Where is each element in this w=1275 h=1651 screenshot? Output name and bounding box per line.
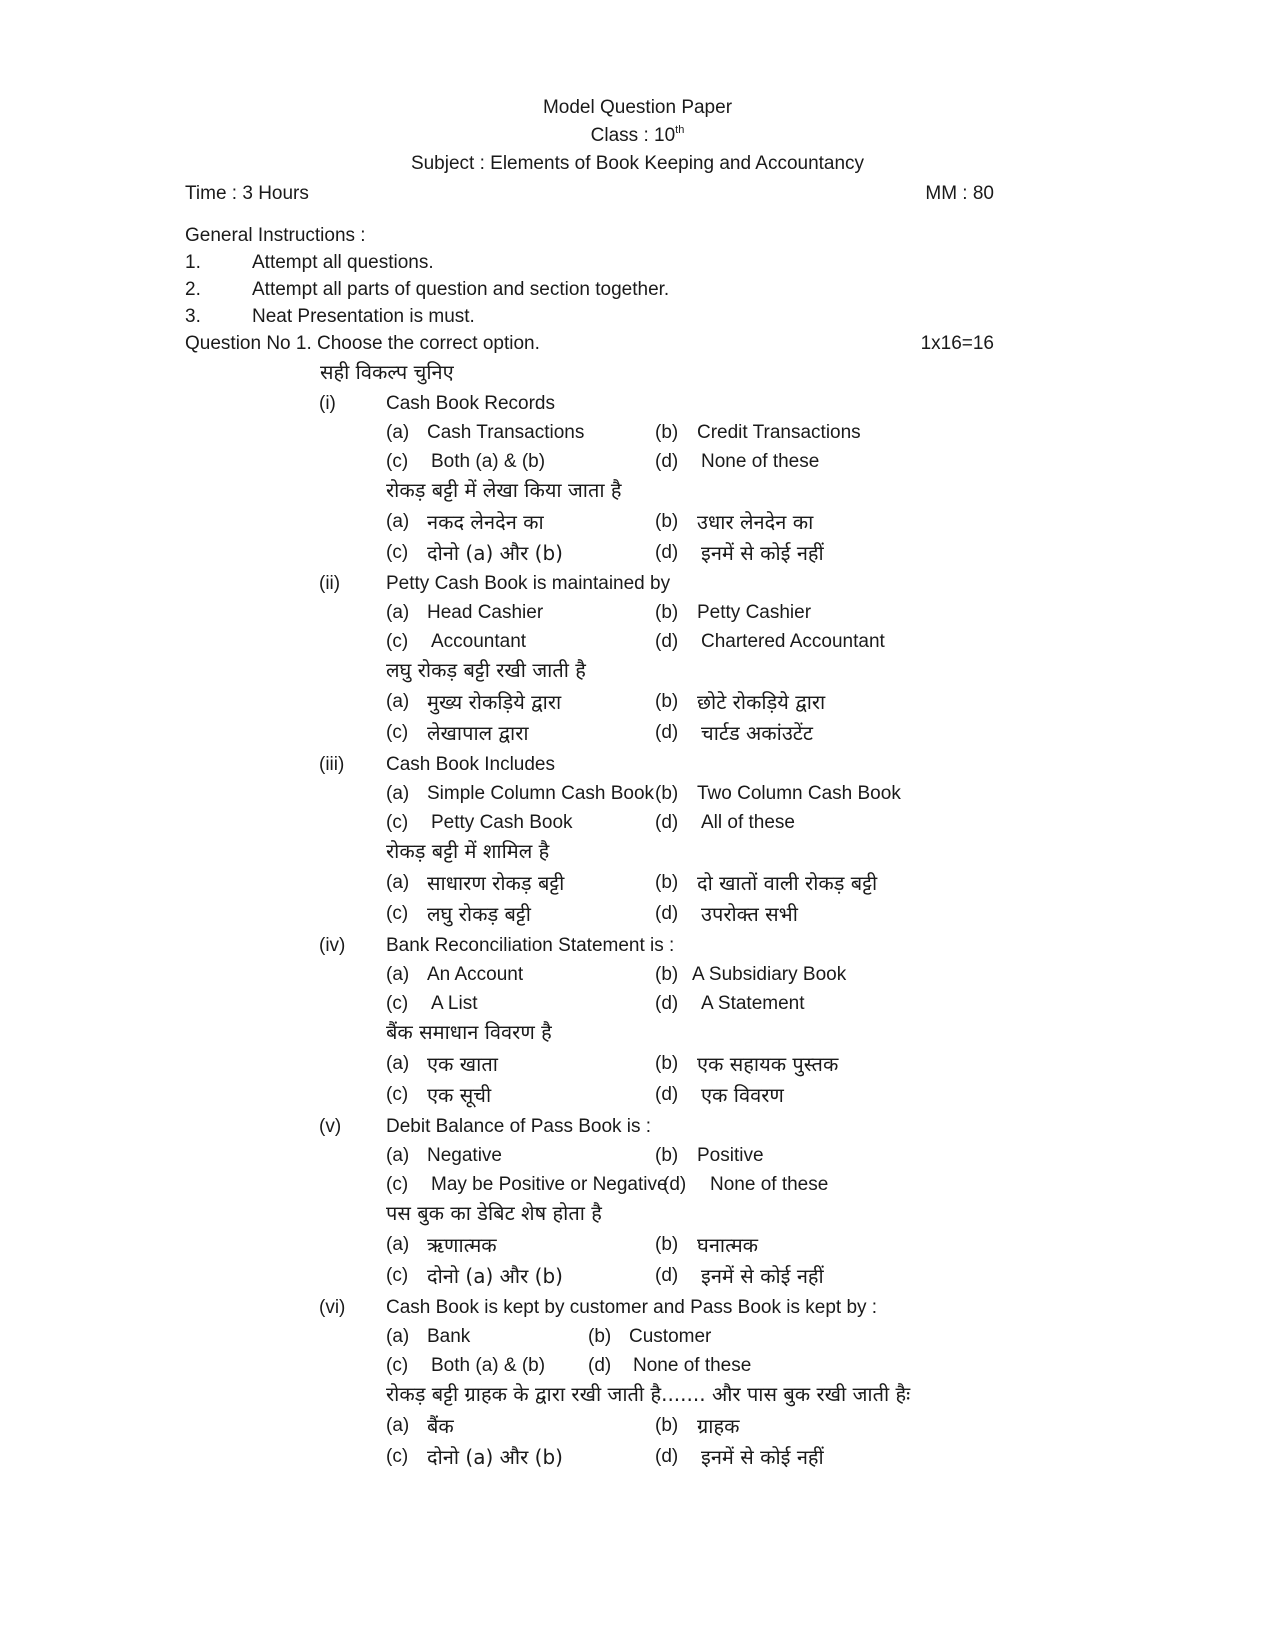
option-key-hindi: (b) [655, 872, 679, 893]
item-question-hindi: लघु रोकड़ बट्टी रखी जाती है [386, 658, 586, 682]
option-text-hindi: दोनो (a) और (b) [427, 541, 563, 565]
option-key-hindi: (d) [655, 542, 679, 563]
option-key: (a) [386, 1326, 410, 1347]
item-question: Cash Book is kept by customer and Pass Book is kept by : [386, 1297, 878, 1318]
option-key-hindi: (a) [386, 872, 410, 893]
item-number: (vi) [319, 1297, 346, 1318]
option-text-hindi: छोटे रोकड़िये द्वारा [697, 690, 826, 714]
option-key: (b) [655, 783, 679, 804]
option-key: (a) [386, 422, 410, 443]
option-text-hindi: चार्टड अकांउटेंट [701, 721, 813, 745]
option-text-hindi: उधार लेनदेन का [697, 510, 814, 534]
option-text: Chartered Accountant [701, 631, 885, 652]
option-text: Head Cashier [427, 602, 544, 623]
class-suffix: th [675, 124, 685, 136]
option-key-hindi: (b) [655, 691, 679, 712]
option-text: May be Positive or Negative [431, 1174, 668, 1195]
max-marks-label: MM : 80 [925, 183, 994, 204]
option-key: (b) [655, 602, 679, 623]
option-key-hindi: (d) [655, 903, 679, 924]
option-text-hindi: ग्राहक [697, 1414, 740, 1438]
option-text: None of these [701, 451, 820, 472]
option-text-hindi: एक खाता [427, 1052, 498, 1076]
item-question: Cash Book Records [386, 393, 555, 414]
option-text: Bank [427, 1326, 471, 1347]
option-text: A Subsidiary Book [692, 964, 847, 985]
instruction-number: 1. [185, 252, 201, 273]
option-text: Credit Transactions [697, 422, 861, 443]
item-question: Cash Book Includes [386, 754, 555, 775]
option-text-hindi: दो खातों वाली रोकड़ बट्टी [697, 871, 878, 895]
option-text: Petty Cashier [697, 602, 812, 623]
option-text: An Account [427, 964, 524, 985]
item-question-hindi: बैंक समाधान विवरण है [386, 1020, 552, 1044]
option-key-hindi: (a) [386, 1234, 410, 1255]
option-text-hindi: दोनो (a) और (b) [427, 1264, 563, 1288]
option-text: Petty Cash Book [431, 812, 573, 833]
instruction-text: Attempt all parts of question and section together. [252, 279, 670, 300]
item-question-hindi: रोकड़ बट्टी में लेखा किया जाता है [386, 478, 622, 502]
option-text-hindi: नकद लेनदेन का [427, 510, 544, 534]
option-key-hindi: (d) [655, 1084, 679, 1105]
option-key: (d) [655, 993, 679, 1014]
class-label: Class : 10 [590, 125, 676, 146]
option-key-hindi: (a) [386, 511, 410, 532]
option-key: (b) [655, 1145, 679, 1166]
option-text-hindi: एक विवरण [701, 1083, 784, 1107]
option-text: Customer [629, 1326, 712, 1347]
option-text: Two Column Cash Book [697, 783, 901, 804]
time-label: Time : 3 Hours [185, 183, 309, 204]
option-text: Both (a) & (b) [431, 1355, 546, 1376]
item-number: (ii) [319, 573, 341, 594]
class-line [0, 124, 1275, 148]
option-text-hindi: बैंक [427, 1414, 454, 1438]
option-text: Positive [697, 1145, 764, 1166]
option-key-hindi: (b) [655, 1053, 679, 1074]
instruction-text: Attempt all questions. [252, 252, 434, 273]
item-number: (i) [319, 393, 336, 414]
question-1-marks: 1x16=16 [920, 333, 994, 354]
option-text-hindi: ऋणात्मक [427, 1233, 497, 1257]
item-question: Bank Reconciliation Statement is : [386, 935, 675, 956]
option-key-hindi: (c) [386, 542, 409, 563]
option-key: (b) [588, 1326, 612, 1347]
option-key-hindi: (d) [655, 1265, 679, 1286]
subject-line: Subject : Elements of Book Keeping and Accountancy [410, 153, 865, 174]
instruction-text: Neat Presentation is must. [252, 306, 475, 327]
item-question: Debit Balance of Pass Book is : [386, 1116, 652, 1137]
option-key: (c) [386, 993, 409, 1014]
option-key: (d) [588, 1355, 612, 1376]
option-text: Cash Transactions [427, 422, 585, 443]
question-1-label: Question No 1. Choose the correct option. [185, 333, 540, 354]
option-key: (d) [655, 812, 679, 833]
option-text-hindi: साधारण रोकड़ बट्टी [427, 871, 565, 895]
option-key: (a) [386, 964, 410, 985]
option-text: None of these [633, 1355, 752, 1376]
item-number: (iii) [319, 754, 345, 775]
option-text: A List [431, 993, 478, 1014]
option-key: (c) [386, 1174, 409, 1195]
option-key-hindi: (b) [655, 1415, 679, 1436]
option-key: (a) [386, 1145, 410, 1166]
option-text-hindi: उपरोक्त सभी [701, 902, 798, 926]
option-text-hindi: लेखापाल द्वारा [427, 721, 529, 745]
option-text: None of these [710, 1174, 829, 1195]
option-key-hindi: (c) [386, 903, 409, 924]
option-key-hindi: (c) [386, 1084, 409, 1105]
paper-title: Model Question Paper [542, 97, 733, 118]
option-text: Negative [427, 1145, 502, 1166]
option-key: (a) [386, 602, 410, 623]
option-text-hindi: इनमें से कोई नहीं [701, 541, 824, 565]
option-key-hindi: (c) [386, 1446, 409, 1467]
option-key: (c) [386, 812, 409, 833]
option-key-hindi: (c) [386, 722, 409, 743]
option-key: (c) [386, 631, 409, 652]
instructions-heading: General Instructions : [185, 225, 366, 246]
item-number: (v) [319, 1116, 342, 1137]
item-question-hindi: रोकड़ बट्टी में शामिल है [386, 839, 550, 863]
option-text-hindi: दोनो (a) और (b) [427, 1445, 563, 1469]
option-key: (d) [663, 1174, 687, 1195]
option-text-hindi: एक सूची [427, 1083, 492, 1107]
option-key-hindi: (d) [655, 722, 679, 743]
option-key-hindi: (a) [386, 691, 410, 712]
option-text: Accountant [431, 631, 527, 652]
option-text: A Statement [701, 993, 805, 1014]
option-key-hindi: (c) [386, 1265, 409, 1286]
option-key-hindi: (b) [655, 1234, 679, 1255]
option-text: All of these [701, 812, 795, 833]
option-key-hindi: (a) [386, 1053, 410, 1074]
instruction-number: 3. [185, 306, 201, 327]
option-key: (d) [655, 631, 679, 652]
option-key-hindi: (b) [655, 511, 679, 532]
option-key: (c) [386, 1355, 409, 1376]
item-number: (iv) [319, 935, 346, 956]
option-key: (a) [386, 783, 410, 804]
option-key: (c) [386, 451, 409, 472]
option-key-hindi: (a) [386, 1415, 410, 1436]
option-text-hindi: लघु रोकड़ बट्टी [427, 902, 531, 926]
item-question-hindi: पस बुक का डेबिट शेष होता है [386, 1201, 602, 1225]
option-text-hindi: घनात्मक [697, 1233, 759, 1257]
option-key: (b) [655, 964, 679, 985]
option-text: Both (a) & (b) [431, 451, 546, 472]
option-text-hindi: इनमें से कोई नहीं [701, 1445, 824, 1469]
option-key: (b) [655, 422, 679, 443]
instruction-number: 2. [185, 279, 201, 300]
option-key: (d) [655, 451, 679, 472]
option-key-hindi: (d) [655, 1446, 679, 1467]
option-text: Simple Column Cash Book [427, 783, 655, 804]
item-question-hindi: रोकड़ बट्टी ग्राहक के द्वारा रखी जाती है....... और पास बुक रखी जाती हैः [386, 1382, 911, 1406]
option-text-hindi: एक सहायक पुस्तक [697, 1052, 839, 1076]
question-1-hindi: सही विकल्प चुनिए [320, 360, 454, 384]
item-question: Petty Cash Book is maintained by [386, 573, 671, 594]
option-text-hindi: मुख्य रोकड़िये द्वारा [427, 690, 562, 714]
option-text-hindi: इनमें से कोई नहीं [701, 1264, 824, 1288]
